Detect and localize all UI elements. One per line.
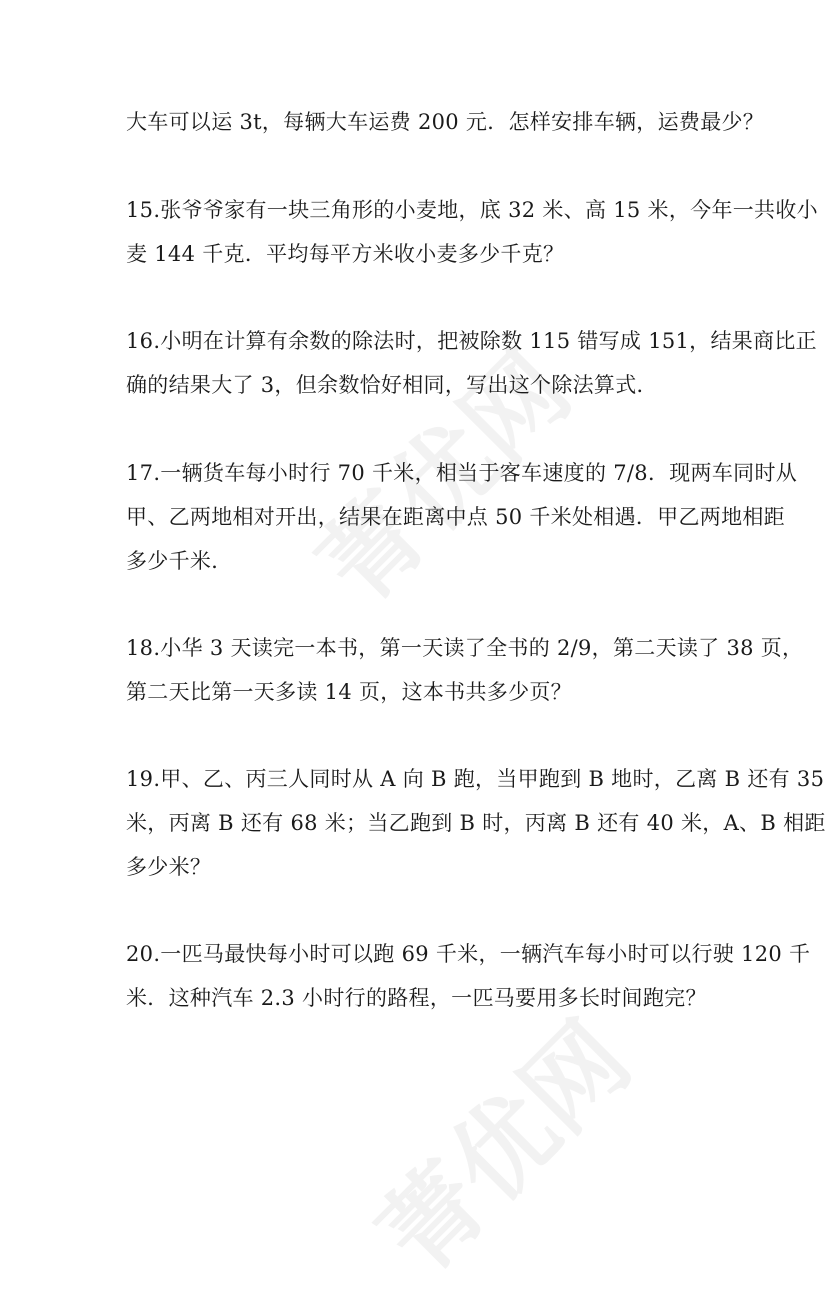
problem-18-line-1: 18.小华 3 天读完一本书，第一天读了全书的 2/9，第二天读了 38 页， [126,636,804,660]
problem-18-line-2: 第二天比第一天多读 14 页，这本书共多少页？ [126,680,572,704]
problem-20-line-2: 米．这种汽车 2.3 小时行的路程，一匹马要用多长时间跑完？ [126,986,707,1010]
svg-text:菁优网 [357,1000,649,1292]
problem-17-line-1: 17.一辆货车每小时行 70 千米，相当于客车速度的 7/8．现两车同时从 [126,461,798,485]
problem-16-line-2: 确的结果大了 3，但余数恰好相同，写出这个除法算式． [126,373,658,397]
problem-19-line-2: 米，丙离 B 还有 68 米；当乙跑到 B 时，丙离 B 还有 40 米，A、B 相距 [126,811,826,835]
problem-19-line-3: 多少米？ [126,855,212,879]
problem-17-line-2: 甲、乙两地相对开出，结果在距离中点 50 千米处相遇．甲乙两地相距 [126,505,785,529]
problem-19-line-1: 19.甲、乙、丙三人同时从 A 向 B 跑，当甲跑到 B 地时，乙离 B 还有 35 [126,767,825,791]
problem-15-line-1: 15.张爷爷家有一块三角形的小麦地，底 32 米、高 15 米，今年一共收小 [126,198,818,222]
watermark-seal-graphic [352,995,649,1292]
watermark-logo-bottom [352,995,667,1310]
problem-17-line-3: 多少千米． [126,549,233,573]
problem-20-line-1: 20.一匹马最快每小时可以跑 69 千米，一辆汽车每小时可以行驶 120 千 [126,942,811,966]
problem-16-line-1: 16.小明在计算有余数的除法时，把被除数 115 错写成 151，结果商比正 [126,329,817,353]
problem-15-line-2: 麦 144 千克．平均每平方米收小麦多少千克？ [126,242,565,266]
problem-14-continuation: 大车可以运 3t，每辆大车运费 200 元．怎样安排车辆，运费最少？ [126,110,765,134]
